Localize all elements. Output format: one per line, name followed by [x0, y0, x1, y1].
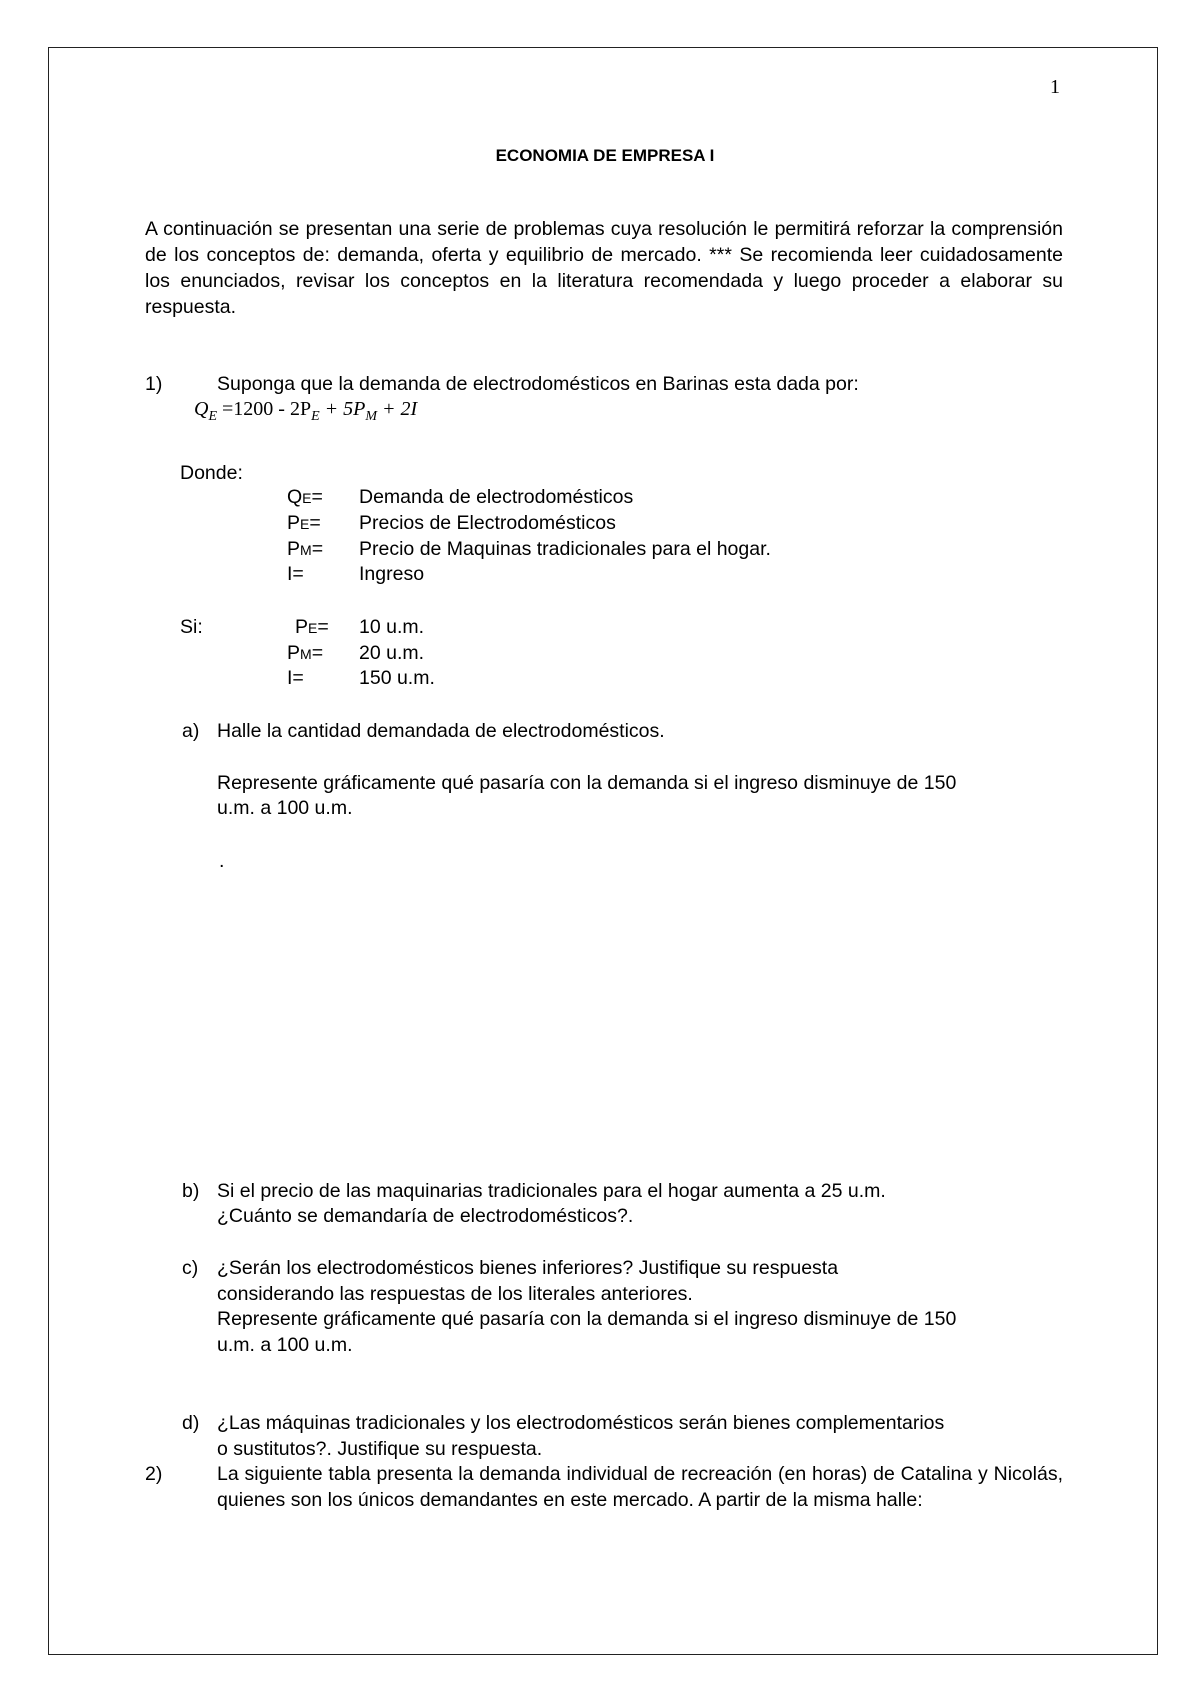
q1d-label: d) — [182, 1412, 200, 1434]
def-desc-qe: Demanda de electrodomésticos — [359, 486, 634, 508]
q2-number: 2) — [145, 1463, 163, 1485]
q1a-text2-line2: u.m. a 100 u.m. — [217, 797, 353, 819]
def-symbol-qe: QE= — [287, 486, 323, 508]
q1c-label: c) — [182, 1257, 199, 1279]
eq-lhs-sub: E — [208, 409, 218, 424]
eq-p1-sub: E — [311, 409, 320, 424]
donde-label: Donde: — [180, 462, 243, 484]
q1a-label: a) — [182, 720, 200, 742]
q2-text: La siguiente tabla presenta la demanda individual de recreación (en horas) de Catalina y Nicolás, quienes son los únicos demandantes en este mercado. A partir de la misma halle: — [217, 1463, 1063, 1511]
q1d-line1: ¿Las máquinas tradicionales y los electrodomésticos serán bienes complementarios — [217, 1412, 945, 1434]
q1c-line1: ¿Serán los electrodomésticos bienes inferiores? Justifique su respuesta — [217, 1257, 839, 1279]
val-pm: 20 u.m. — [359, 642, 425, 664]
def-symbol-i: I= — [287, 563, 304, 585]
eq-tail: + 2I — [382, 398, 418, 420]
eq-mid: + 5P — [324, 398, 366, 420]
q1a-text2-line1: Represente gráficamente qué pasaría con la demanda si el ingreso disminuye de 150 — [217, 772, 957, 794]
val-symbol-i: I= — [287, 667, 304, 689]
q1-statement: Suponga que la demanda de electrodomésticos en Barinas esta dada por: — [217, 373, 859, 395]
page-number: 1 — [1050, 76, 1060, 98]
eq-rhs: =1200 - 2P — [222, 398, 312, 420]
def-desc-i: Ingreso — [359, 563, 425, 585]
val-pe: 10 u.m. — [359, 616, 425, 638]
def-symbol-pe: PE= — [287, 512, 321, 534]
def-desc-pm: Precio de Maquinas tradicionales para el hogar. — [359, 538, 771, 560]
def-symbol-pm: PM= — [287, 538, 324, 560]
val-symbol-pe: PE= — [295, 616, 329, 638]
q1d-line2: o sustitutos?. Justifique su respuesta. — [217, 1438, 543, 1460]
intro-paragraph: A continuación se presentan una serie de problemas cuya resolución le permitirá reforzar la comprensión de los conceptos de: demanda, oferta y equilibrio de mercado. *** Se recomienda leer cuidadosamente los enunciados, revisar los conceptos en la literatura recomendada y luego proceder a elaborar su respuesta. — [145, 218, 1063, 318]
demand-equation — [194, 398, 417, 425]
q1b-line2: ¿Cuánto se demandaría de electrodomésticos?. — [217, 1205, 634, 1227]
document-title: ECONOMIA DE EMPRESA I — [495, 146, 715, 165]
eq-p2-sub: M — [365, 409, 378, 424]
q1a-dot: . — [219, 850, 225, 872]
q1a-text: Halle la cantidad demandada de electrodomésticos. — [217, 720, 665, 742]
q1b-line1: Si el precio de las maquinarias tradicionales para el hogar aumenta a 25 u.m. — [217, 1180, 886, 1202]
q1c-line3: Represente gráficamente qué pasaría con la demanda si el ingreso disminuye de 150 — [217, 1308, 957, 1330]
q1b-label: b) — [182, 1180, 200, 1202]
q1-number: 1) — [145, 373, 163, 395]
q1c-line4: u.m. a 100 u.m. — [217, 1334, 353, 1356]
eq-lhs: Q — [194, 398, 209, 420]
val-i: 150 u.m. — [359, 667, 435, 689]
def-desc-pe: Precios de Electrodomésticos — [359, 512, 616, 534]
si-label: Si: — [180, 616, 203, 638]
val-symbol-pm: PM= — [287, 642, 324, 664]
q1c-line2: considerando las respuestas de los literales anteriores. — [217, 1283, 693, 1305]
